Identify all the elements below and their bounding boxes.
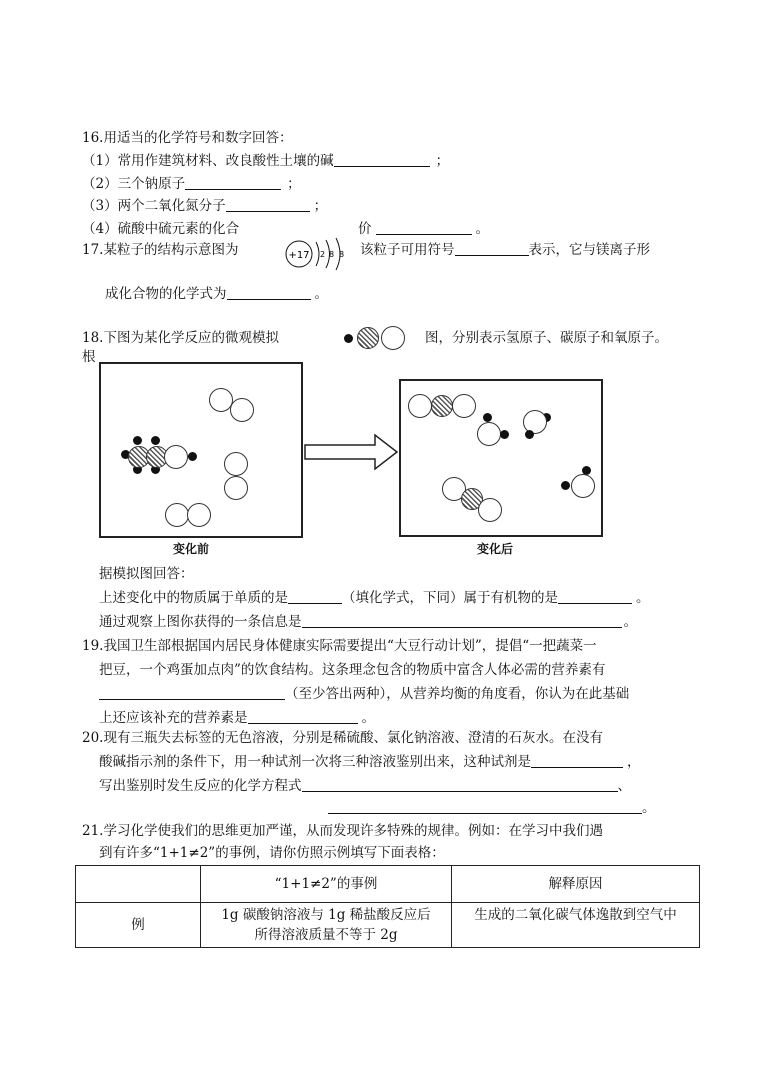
q18-line5: 通过观察上图你获得的一条信息是 。 — [99, 614, 637, 630]
table-row — [76, 903, 700, 948]
answer-blank[interactable] — [531, 753, 623, 768]
atom-structure-diagram — [282, 236, 354, 272]
q18-line1: 18.下图为某化学反应的微观模拟 — [82, 330, 279, 346]
q20-line2: 酸碱指示剂的条件下，用一种试剂一次将三种溶液鉴别出来，这种试剂是 ， — [99, 754, 641, 770]
oxygen-atom — [187, 503, 211, 527]
hydrogen-atom — [151, 436, 160, 445]
oxygen-atom — [571, 474, 595, 498]
nucleus-label: +17 — [288, 250, 310, 261]
q19-line2: 把豆，一个鸡蛋加点肉”的饮食结构。这条理念包含的物质中富含人体必需的营养素有 — [99, 662, 606, 678]
carbon-atom-legend — [357, 327, 379, 349]
oxygen-atom — [478, 498, 502, 522]
answer-blank[interactable] — [288, 589, 342, 604]
answer-blank[interactable] — [226, 197, 310, 212]
q18-line3: 据模拟图回答： — [99, 566, 194, 582]
q17-line2: 成化合物的化学式为 。 — [105, 286, 328, 302]
oxygen-atom — [230, 398, 254, 422]
svg-text:8: 8 — [329, 250, 335, 259]
oxygen-atom — [408, 394, 432, 418]
answer-blank[interactable] — [302, 613, 622, 628]
q18-line2: 根 — [82, 349, 96, 365]
row-label: 例 — [76, 903, 201, 948]
q19-line1: 19.我国卫生部根据国内居民身体健康实际需要提出“大豆行动计划”，提倡“一把蔬菜一 — [82, 638, 597, 654]
q17-line1-tail: 该粒子可用符号 表示，它与镁离子形 — [360, 242, 650, 258]
svg-text:2: 2 — [320, 250, 326, 259]
answer-blank[interactable] — [185, 175, 281, 190]
answer-blank[interactable] — [376, 220, 472, 235]
q18-line1-tail: 图，分别表示氢原子、碳原子和氧原子。 — [425, 330, 668, 346]
table-header-cell: “1+1≠2”的事例 — [201, 866, 452, 903]
oxygen-atom — [477, 422, 501, 446]
hydrogen-atom — [188, 452, 197, 461]
q16-line2: （2）三个钠原子 ； — [82, 176, 301, 192]
q16-line4-tail: 价 。 — [358, 221, 489, 237]
q16-line4: （4）硫酸中硫元素的化合 — [82, 221, 240, 237]
hydrogen-atom — [525, 430, 534, 439]
q19-line3: （至少答出两种），从营养均衡的角度看，你认为在此基础 — [99, 684, 629, 704]
oxygen-atom — [164, 445, 188, 469]
table-header-row — [76, 866, 700, 903]
reaction-arrow — [303, 432, 399, 472]
hydrogen-atom-legend — [344, 334, 353, 343]
q16-title: 16.用适当的化学符号和数字回答： — [82, 130, 293, 146]
answer-blank[interactable] — [334, 152, 430, 167]
oxygen-atom-legend — [381, 326, 405, 350]
table-header-cell — [76, 866, 201, 903]
table-header-cell: 解释原因 — [452, 866, 700, 903]
q17-line1: 17.某粒子的结构示意图为 — [82, 242, 239, 258]
oxygen-atom — [165, 503, 189, 527]
answer-blank[interactable] — [328, 799, 642, 814]
q18-line4: 上述变化中的物质属于单质的是 （填化学式，下同）属于有机物的是 。 — [99, 590, 650, 606]
caption-after: 变化后 — [477, 542, 514, 556]
hydrogen-atom — [133, 436, 142, 445]
answer-blank[interactable] — [99, 685, 285, 700]
q21-line1: 21.学习化学使我们的思维更加严谨，从而发现许多特殊的规律。例如：在学习中我们遇 — [82, 823, 603, 839]
answer-blank[interactable] — [455, 241, 529, 256]
q16-line3: （3）两个二氧化氮分子 ； — [82, 198, 328, 214]
q21-line2: 到有许多“1+1≠2”的事例，请你仿照示例填写下面表格： — [99, 845, 445, 861]
q16-line1: （1）常用作建筑材料、改良酸性土壤的碱 ； — [82, 153, 450, 169]
carbon-atom — [431, 395, 453, 417]
oxygen-atom — [224, 452, 248, 476]
svg-text:8: 8 — [339, 250, 345, 259]
q19-line4: 上还应该补充的营养素是 。 — [99, 710, 375, 726]
hydrogen-atom — [561, 481, 570, 490]
example-cell: 1g 碳酸钠溶液与 1g 稀盐酸反应后 所得溶液质量不等于 2g — [201, 903, 452, 948]
hydrogen-atom — [483, 413, 492, 422]
q20-line4: 。 — [328, 798, 656, 818]
answer-blank[interactable] — [248, 709, 358, 724]
answer-blank[interactable] — [558, 589, 632, 604]
q20-line1: 20.现有三瓶失去标签的无色溶液，分别是稀硫酸、氯化钠溶液、澄清的石灰水。在没有 — [82, 730, 603, 746]
answer-blank[interactable] — [227, 285, 311, 300]
reason-cell: 生成的二氧化碳气体逸散到空气中 — [452, 903, 700, 948]
hydrogen-atom — [500, 430, 509, 439]
oxygen-atom — [224, 476, 248, 500]
answer-blank[interactable] — [302, 777, 618, 792]
caption-before: 变化前 — [173, 542, 210, 556]
q20-line3: 写出鉴别时发生反应的化学方程式 、 — [99, 778, 631, 794]
oxygen-atom — [452, 394, 476, 418]
examples-table — [75, 865, 700, 948]
